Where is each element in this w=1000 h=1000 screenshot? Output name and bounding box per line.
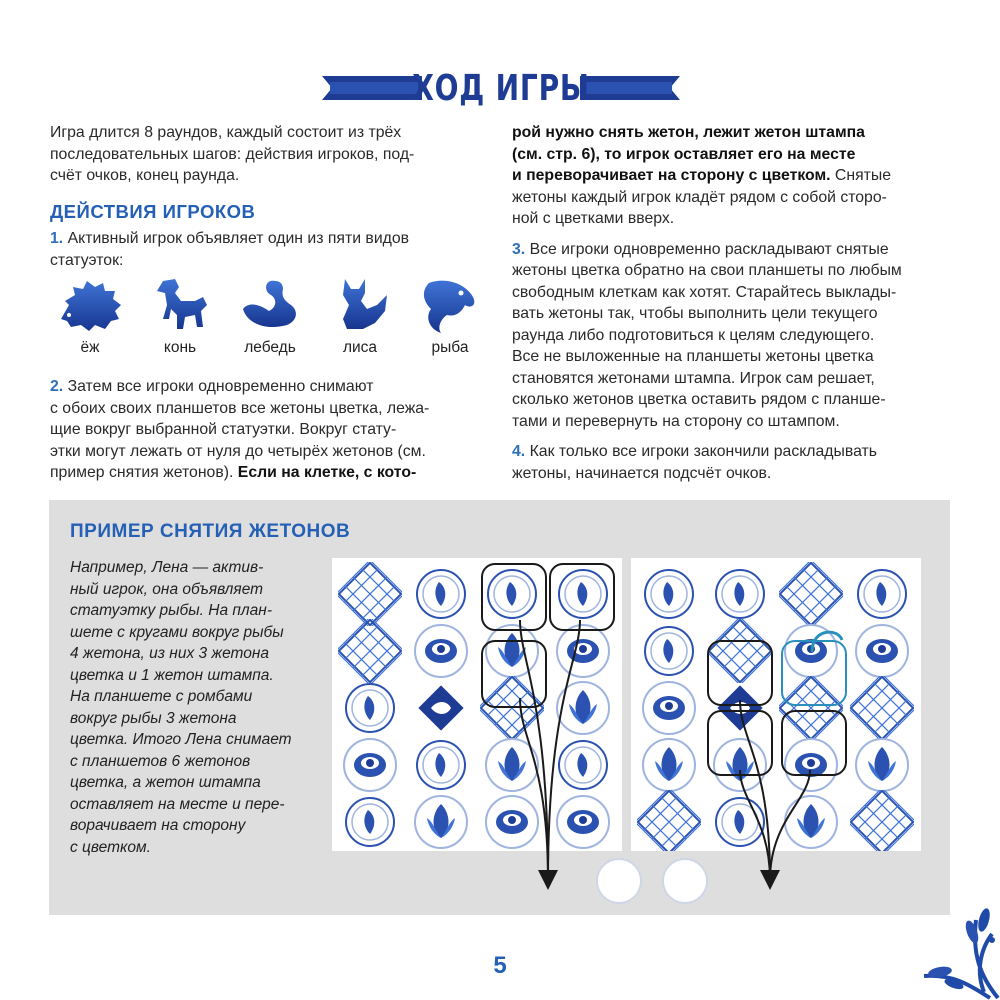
- lattice-tile-icon: [637, 790, 701, 851]
- step-3: 3. Все игроки одновременно раскладывают снятые жетоны цветка обратно на свои планшеты по любым свободным клеткам как хотят. Старайтесь выклады- вать жетоны так, чтобы выполнить цели текущего раунда либо подготовиться к целям следующего. Все не выложенные на планшеты жетоны цветка становятся жетонами штампа. Игрок сам решает, сколько жетонов цветка оставить рядом с планше- тами и перевернуть на сторону со штампом.: [512, 240, 902, 430]
- rose-tile-icon: [551, 790, 615, 851]
- plate-tile-icon: [850, 562, 914, 626]
- animal-fish: рыба: [410, 275, 490, 357]
- rose-tile-icon: [850, 619, 914, 683]
- stamp-rule: рой нужно снять жетон, лежит жетон штампа (см. стр. 6), то игрок оставляет его на месте и переворачивает на сторону с цветком. Снятые жетоны каждый игрок кладёт рядом с собой сторо- ной с цветками вверх.: [512, 124, 891, 227]
- page-title: ХОД ИГРЫ: [412, 68, 590, 109]
- flower-tile-icon: [850, 733, 914, 797]
- plate-tile-icon: [409, 562, 473, 626]
- animal-swan: лебедь: [230, 275, 310, 357]
- highlight-frame: [707, 640, 773, 706]
- page-title-banner: [322, 68, 680, 108]
- intro-paragraph: Игра длится 8 раундов, каждый состоит из трёх последовательных шагов: действия игроков, под- счёт очков, конец раунда.: [50, 124, 415, 184]
- plate-tile-icon: [637, 619, 701, 683]
- plate-tile-icon: [409, 733, 473, 797]
- left-column: [50, 122, 490, 271]
- rose-tile-icon: [480, 790, 544, 851]
- plate-tile-icon: [338, 790, 402, 851]
- flower-tile-icon: [409, 790, 473, 851]
- animal-hedgehog: ёж: [50, 275, 130, 357]
- removed-flower-token: [596, 858, 642, 904]
- step-2: 2. Затем все игроки одновременно снимают с обоих своих планшетов все жетоны цветка, лежа- щие вокруг выбранной статуэтки. Вокруг стату- этки могут лежать от нуля до четырёх жетонов (см. пример снятия жетонов). Если на клетке, с кото-: [50, 378, 430, 481]
- fish-icon: [415, 275, 485, 335]
- example-title: ПРИМЕР СНЯТИЯ ЖЕТОНОВ: [70, 521, 351, 542]
- highlight-frame: [707, 710, 773, 776]
- rose-tile-icon: [338, 733, 402, 797]
- rose-tile-icon: [409, 619, 473, 683]
- flower-tile-icon: [637, 733, 701, 797]
- animal-fox: лиса: [320, 275, 400, 357]
- plate-tile-icon: [708, 562, 772, 626]
- flower-tile-icon: [551, 676, 615, 740]
- highlight-frame: [549, 563, 615, 631]
- plate-tile-icon: [637, 562, 701, 626]
- highlight-frame: [781, 710, 847, 776]
- animal-horse: конь: [140, 275, 220, 357]
- example-text: Например, Лена — актив- ный игрок, она объявляет статуэтку рыбы. На план- шете с кругами вокруг рыбы 4 жетона, из них 3 жетона цветка и 1 жетон штампа. На планшете с ромбами вокруг рыбы 3 жетона цветка. Итого Лена снимает с планшетов 6 жетонов цветка, а жетон штампа оставляет на месте и пере- ворачивает на сторону с цветком.: [70, 559, 292, 856]
- lattice-tile-icon: [850, 790, 914, 851]
- removed-flower-token: [662, 858, 708, 904]
- actions-heading: ДЕЙСТВИЯ ИГРОКОВ: [50, 200, 256, 222]
- lattice-tile-icon: [338, 562, 402, 626]
- right-column: [512, 122, 957, 484]
- step-1: 1. Активный игрок объявляет один из пяти видов статуэток:: [50, 230, 410, 269]
- board-diamonds: [631, 558, 921, 851]
- horse-icon: [145, 275, 215, 335]
- plate-tile-icon: [338, 676, 402, 740]
- swan-icon: [235, 275, 305, 335]
- page-number: 5: [493, 952, 507, 979]
- highlight-frame: [481, 563, 547, 631]
- rose-tile-icon: [637, 676, 701, 740]
- lattice-tile-icon: [850, 676, 914, 740]
- gzhel-ornament-icon: [880, 880, 1000, 1000]
- lattice-tile-icon: [779, 562, 843, 626]
- plate-tile-icon: [551, 733, 615, 797]
- highlight-frame: [481, 640, 547, 708]
- lattice-tile-icon: [338, 619, 402, 683]
- flower-tile-icon: [779, 790, 843, 851]
- fish-tile-icon: [409, 676, 473, 740]
- fox-icon: [325, 275, 395, 335]
- hedgehog-icon: [55, 275, 125, 335]
- step-4: 4. Как только все игроки закончили раскладывать жетоны, начинается подсчёт очков.: [512, 443, 878, 482]
- flower-tile-icon: [480, 733, 544, 797]
- plate-tile-icon: [708, 790, 772, 851]
- statuette-list: [50, 275, 480, 370]
- stamp-highlight-frame: [781, 640, 847, 706]
